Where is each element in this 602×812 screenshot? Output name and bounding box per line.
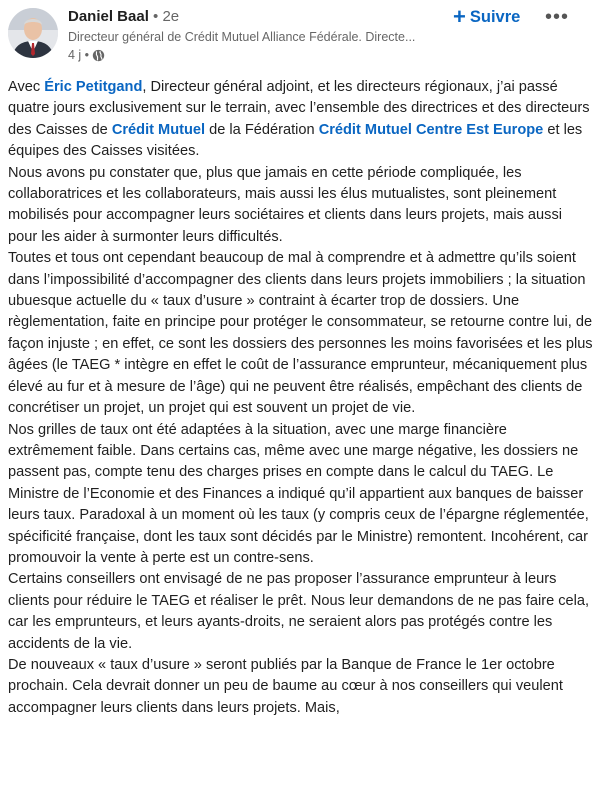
post-timestamp: 4 j • <box>68 48 90 62</box>
post-header <box>68 7 448 64</box>
post-timestamp-row <box>68 47 448 64</box>
post-paragraph-1 <box>8 77 594 163</box>
post-paragraph-2: Nous avons pu constater que, plus que jamais en cette période compliquée, les collaboratrices et les collaborateurs, mais aussi les élus mutualistes, sont pleinement mobilisés pour accompagner leurs sociétaires et clients dans leurs projets, mais aussi pour les aider à surmonter leurs difficultés. <box>8 164 562 245</box>
follow-label: Suivre <box>469 7 521 26</box>
author-name[interactable]: Daniel Baal <box>68 8 149 25</box>
post-paragraph-5: Certains conseillers ont envisagé de ne pas proposer l’assurance emprunteur à leurs clients pour réduire le TAEG et réaliser le prêt. Nous leur demandons de ne pas faire cela, car les emprunteurs, et leurs ayants-droits, ne seraient alors pas protégés contre les accidents de la vie. <box>8 571 590 652</box>
mention-eric-petitgand[interactable]: Éric Petitgand <box>44 79 143 95</box>
mention-credit-mutuel-centre-est-europe[interactable]: Crédit Mutuel Centre Est Europe <box>318 121 544 138</box>
connection-degree: • 2e <box>153 8 180 25</box>
post-paragraph-6: De nouveaux « taux d’usure » seront publiés par la Banque de France le 1er octobre prochain. Cela devrait donner un peu de baume au cœur à nos conseillers qui veulent accompagner leurs clients dans leurs projets. Mais, <box>8 656 563 716</box>
text-fragment: et les équipes des Caisses visitées. <box>8 121 583 160</box>
globe-icon <box>92 49 105 62</box>
author-headline: Directeur général de Crédit Mutuel Alliance Fédérale. Directe... <box>68 30 416 44</box>
text-fragment: Avec <box>8 79 45 95</box>
mention-credit-mutuel[interactable]: Crédit Mutuel <box>111 121 206 138</box>
ellipsis-icon[interactable]: ••• <box>545 6 570 28</box>
author-avatar[interactable] <box>8 8 58 58</box>
plus-icon: + <box>453 4 466 29</box>
text-fragment: de la Fédération <box>205 121 319 138</box>
author-name-row <box>68 7 448 27</box>
post-body <box>8 77 594 719</box>
follow-button[interactable] <box>453 4 521 29</box>
author-photo-icon <box>8 8 58 58</box>
post-paragraph-3: Toutes et tous ont cependant beaucoup de mal à comprendre et à admettre qu’ils soient dans l’impossibilité d’accompagner des clients dans leurs projets immobiliers ; la situation ubuesque actuelle du « taux d’usure » contraint à écarter trop de dossiers. Une règlementation, faite en principe pour protéger le consommateur, se retourne contre lui, de façon injuste ; en effet, ce sont les dossiers des personnes les moins favorisées et les plus âgées (le TAEG * intègre en effet le coût de l’assurance emprunteur, mécaniquement plus élevé au fur et à mesure de l’âge) qui ne peuvent être réalisés, empêchant des clients de concrétiser un projet, un projet qui est souvent un projet de vie. <box>8 250 593 417</box>
text-fragment: , Directeur général adjoint, et les directeurs régionaux, j’ai passé quatre jours exclusivement sur le terrain, avec l’ensemble des directrices et des directeurs des Caisses de <box>8 79 590 138</box>
post-paragraph-4: Nos grilles de taux ont été adaptées à la situation, avec une marge financière extrêmement faible. Dans certains cas, même avec une marge négative, les dossiers ne passent pas, compte tenu des charges prises en compte dans le calcul du TAEG. Le Ministre de l’Economie et des Finances a indiqué qu’il appartient aux banques de baisser leurs taux. Paradoxal à un moment où les taux (y compris ceux de l’épargne réglementée, spécificité française, dont les taux sont décidés par le Ministre) remontent. Incohérent, car promouvoir la vente à perte est un contre-sens. <box>8 421 589 566</box>
